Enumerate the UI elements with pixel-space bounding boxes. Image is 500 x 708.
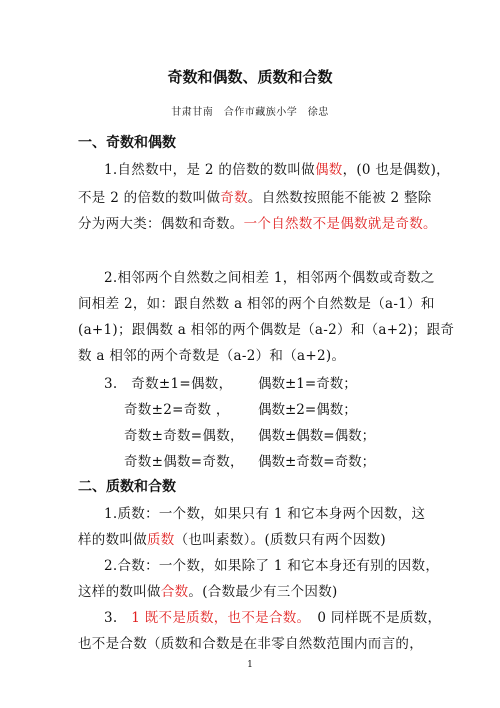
paragraph-line: 间相差 2，如：跟自然数 a 相邻的两个自然数是（a-1）和 xyxy=(78,296,435,312)
paragraph-line: 数 a 相邻的两个奇数是（a-2）和（a+2)。 xyxy=(78,348,346,364)
paragraph-line xyxy=(78,212,437,232)
rule-right: 偶数±1=奇数； xyxy=(258,376,357,392)
highlight-term: 质数 xyxy=(147,532,175,548)
text: 样的数叫做 xyxy=(78,532,147,548)
rule-right: 偶数±2=偶数； xyxy=(258,402,357,418)
paragraph-line xyxy=(104,606,441,626)
section-heading-prime-composite: 二、质数和合数 xyxy=(78,479,176,495)
text: （也叫素数）。(质数只有两个因数) xyxy=(174,532,386,548)
highlight-term: 偶数 xyxy=(314,162,343,178)
paragraph-line: (a+1)；跟偶数 a 相邻的两个偶数是（a-2）和（a+2)；跟奇 xyxy=(78,322,455,338)
text: 。自然数按照能不能被 2 整除 xyxy=(247,190,432,206)
text: 不是 2 的倍数的数叫做 xyxy=(78,190,221,206)
highlight-sentence: 一个自然数不是偶数就是奇数。 xyxy=(243,216,437,232)
text: 分为两大类：偶数和奇数。 xyxy=(78,216,244,232)
highlight-term: 合数 xyxy=(160,584,189,600)
text: 1.自然数中，是 2 的倍数的数叫做 xyxy=(104,162,315,178)
paragraph-line: 1.质数：一个数，如果只有 1 和它本身两个因数，这 xyxy=(104,506,426,522)
rule-left: 奇数±奇数=偶数， xyxy=(124,428,244,444)
highlight-sentence: 1 既不是质数，也不是合数。 xyxy=(131,610,304,626)
rule-right: 偶数±偶数=偶数； xyxy=(258,428,376,444)
page-number: 1 xyxy=(247,660,253,670)
paragraph-line xyxy=(104,158,450,178)
paragraph-line: 也不是合数（质数和合数是在非零自然数范围内而言的， xyxy=(78,636,423,652)
rule-left: 奇数±2=奇数 ， xyxy=(124,402,230,418)
paragraph-line xyxy=(78,580,338,600)
paragraph-line xyxy=(78,528,386,548)
section-heading-odd-even: 一、奇数和偶数 xyxy=(78,135,176,151)
paragraph-line xyxy=(78,186,432,206)
rule-left: 奇数±偶数=奇数， xyxy=(124,454,244,470)
text: 3. xyxy=(104,610,132,626)
rule-left: 3. 奇数±1=偶数， xyxy=(104,376,233,392)
highlight-term: 奇数 xyxy=(220,190,248,206)
text: 0 同样既不是质数， xyxy=(303,610,442,626)
text: 这样的数叫做 xyxy=(78,584,161,600)
paragraph-line: 2.相邻两个自然数之间相差 1，相邻两个偶数或奇数之 xyxy=(104,270,435,286)
text: 。(合数最少有三个因数) xyxy=(188,584,338,600)
author-line: 甘肃甘南 合作市藏族小学 徐忠 xyxy=(171,107,329,118)
rule-right: 偶数±奇数=奇数； xyxy=(258,454,376,470)
paragraph-line: 2.合数：一个数，如果除了 1 和它本身还有别的因数， xyxy=(104,558,440,574)
document-title: 奇数和偶数、质数和合数 xyxy=(167,68,333,86)
text: ，(0 也是偶数)， xyxy=(342,162,450,178)
